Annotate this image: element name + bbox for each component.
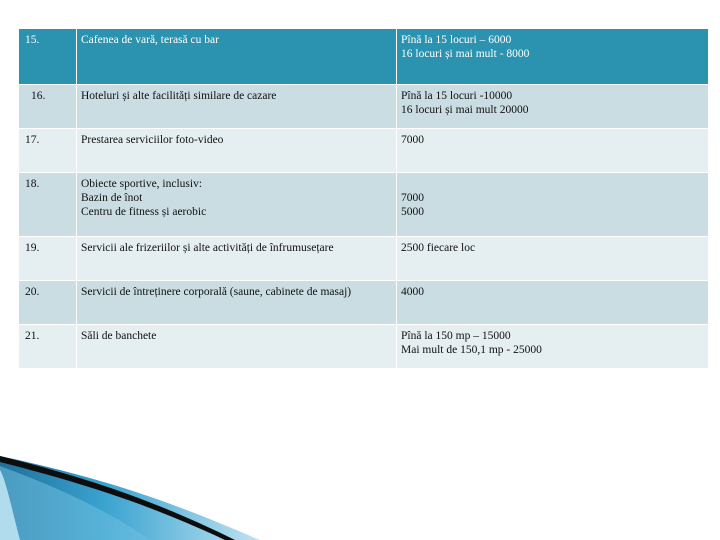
row-number: 17. [19,129,77,173]
row-value: Pînă la 15 locuri -10000 16 locuri și mai mult 20000 [397,85,709,129]
table-row [19,237,709,281]
row-number: 19. [19,237,77,281]
table-row [19,325,709,369]
row-value: Pînă la 15 locuri – 6000 16 locuri și mai mult - 8000 [397,29,709,85]
row-number: 18. [19,173,77,237]
row-description: Servicii de întreținere corporală (saune, cabinete de masaj) [77,281,397,325]
row-description: Săli de banchete [77,325,397,369]
row-value: 2500 fiecare loc [397,237,709,281]
decorative-swoosh [0,440,720,540]
row-value: Pînă la 150 mp – 15000 Mai mult de 150,1 mp - 25000 [397,325,709,369]
row-description: Cafenea de vară, terasă cu bar [77,29,397,85]
row-value: 7000 5000 [401,192,424,218]
row-value: 4000 [397,281,709,325]
table-row [19,173,709,237]
table-row [19,281,709,325]
table-row [19,129,709,173]
row-description: Hoteluri și alte facilități similare de cazare [77,85,397,129]
tariff-table [18,28,709,369]
row-number: 20. [19,281,77,325]
row-number: 21. [19,325,77,369]
row-number: 15. [19,29,77,85]
table-row [19,85,709,129]
row-number: 16. [19,85,77,129]
row-description: Prestarea serviciilor foto-video [77,129,397,173]
table-row [19,29,709,85]
row-description: Obiecte sportive, inclusiv: Bazin de înot Centru de fitness și aerobic [77,173,397,237]
row-value: 7000 [397,129,709,173]
row-description: Servicii ale frizeriilor și alte activități de înfrumusețare [77,237,397,281]
row-value-cell [397,173,709,237]
